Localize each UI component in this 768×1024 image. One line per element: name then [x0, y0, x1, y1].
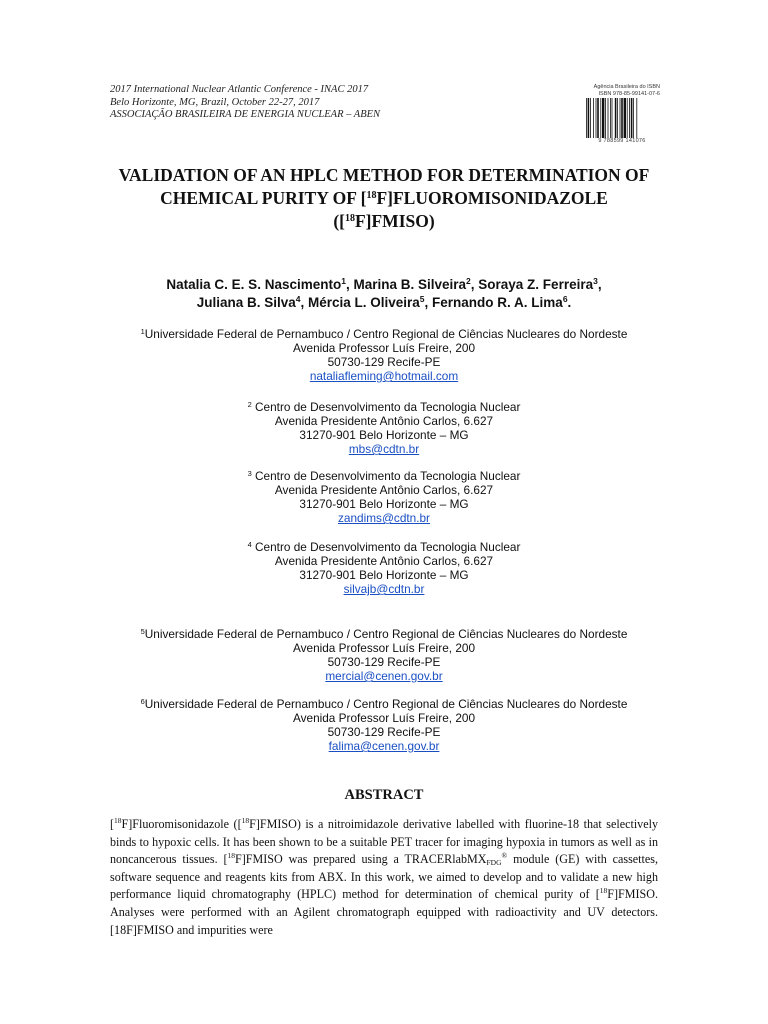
author-name: Marina B. Silveira [353, 277, 467, 292]
author-line-2: Juliana B. Silva$^4$, Mércia L. Oliveira$^5$, Fernando R. A. Lima$^6$. [196, 294, 572, 310]
title-line-2: CHEMICAL PURITY OF [$^{18}$F]FLUOROMISONIDAZOLE [160, 188, 608, 208]
email-link[interactable]: zandims@cdtn.br [338, 511, 430, 525]
email-link[interactable]: nataliafleming@hotmail.com [309, 369, 459, 383]
affiliation-6: $^6$Universidade Federal de Pernambuco / Centro Regional de Ciências Nucleares do Nordeste Avenida Professor Luís Freire, 200 50730-129 Recife-PE falima@cenen.gov.br [140, 697, 628, 753]
isbn-block [584, 84, 660, 144]
abstract-body: [$^{18}$F]Fluoromisonidazole ([$^{18}$F]FMISO) is a nitroimidazole derivative labelled with fluorine-18 that selectively binds to hypoxic cells. It has been shown to be a suitable PET tracer for imaging hypoxia in tumors as well as in noncancerous tissues. [$^{18}$F]FMISO was prepared using a TRACERlabMX$_{FDG}$® module (GE) with cassettes, software sequence and reagents kits from ABX. In this work, we aimed to develop and to validate a new high performance liquid chromatography (HPLC) method for determination of chemical purity of [$^{18}$F]FMISO. Analyses were performed with an Agilent chromatograph equipped with radioactivity and UV detectors. [18F]FMISO and impurities were [110, 816, 659, 937]
barcode-number: 9 788599 141076 [598, 138, 646, 144]
email-link[interactable]: falima@cenen.gov.br [328, 739, 440, 753]
title-line-3: ([$^{18}$F]FMISO) [333, 211, 435, 231]
affiliation-5: $^5$Universidade Federal de Pernambuco / Centro Regional de Ciências Nucleares do Nordeste Avenida Professor Luís Freire, 200 50730-129 Recife-PE mercial@cenen.gov.br [140, 627, 628, 683]
abstract-heading: ABSTRACT [344, 787, 424, 803]
author-name: Fernando R. A. Lima [432, 295, 563, 310]
barcode-icon [584, 98, 660, 138]
author-name: Soraya Z. Ferreira [478, 277, 594, 292]
conference-location: Belo Horizonte, MG, Brazil, October 22-27, 2017 [110, 96, 320, 108]
affiliation-3: $^3$ Centro de Desenvolvimento da Tecnologia Nuclear Avenida Presidente Antônio Carlos, 6.627 31270-901 Belo Horizonte – MG zandims@cdtn.br [247, 469, 521, 525]
isbn-agency: Agência Brasileira do ISBN [593, 84, 660, 90]
affiliation-2: $^2$ Centro de Desenvolvimento da Tecnologia Nuclear Avenida Presidente Antônio Carlos, 6.627 31270-901 Belo Horizonte – MG mbs@cdtn.br [247, 400, 521, 456]
email-link[interactable]: mercial@cenen.gov.br [325, 669, 443, 683]
author-name: Natalia C. E. S. Nascimento [166, 277, 342, 292]
conference-name: 2017 International Nuclear Atlantic Conference - INAC 2017 [110, 84, 369, 95]
conference-organizer: ASSOCIAÇÃO BRASILEIRA DE ENERGIA NUCLEAR – ABEN [110, 109, 381, 120]
author-line-1: Natalia C. E. S. Nascimento$^1$, Marina B. Silveira$^2$, Soraya Z. Ferreira$^3$, [166, 276, 602, 292]
affiliation-1: $^1$Universidade Federal de Pernambuco / Centro Regional de Ciências Nucleares do Nordeste Avenida Professor Luís Freire, 200 50730-129 Recife-PE nataliafleming@hotmail.com [140, 327, 628, 383]
isbn-code: ISBN 978-85-99141-07-6 [598, 90, 660, 97]
title-line-1: VALIDATION OF AN HPLC METHOD FOR DETERMINATION OF [118, 165, 650, 185]
paper-title [90, 164, 678, 233]
author-name: Mércia L. Oliveira [307, 295, 420, 310]
email-link[interactable]: silvajb@cdtn.br [343, 582, 425, 596]
email-link[interactable]: mbs@cdtn.br [348, 442, 420, 456]
conference-header [110, 84, 490, 122]
affiliation-4: $^4$ Centro de Desenvolvimento da Tecnologia Nuclear Avenida Presidente Antônio Carlos, 6.627 31270-901 Belo Horizonte – MG silvajb@cdtn.br [247, 540, 521, 596]
author-list [100, 276, 668, 312]
author-name: Juliana B. Silva [196, 295, 296, 310]
